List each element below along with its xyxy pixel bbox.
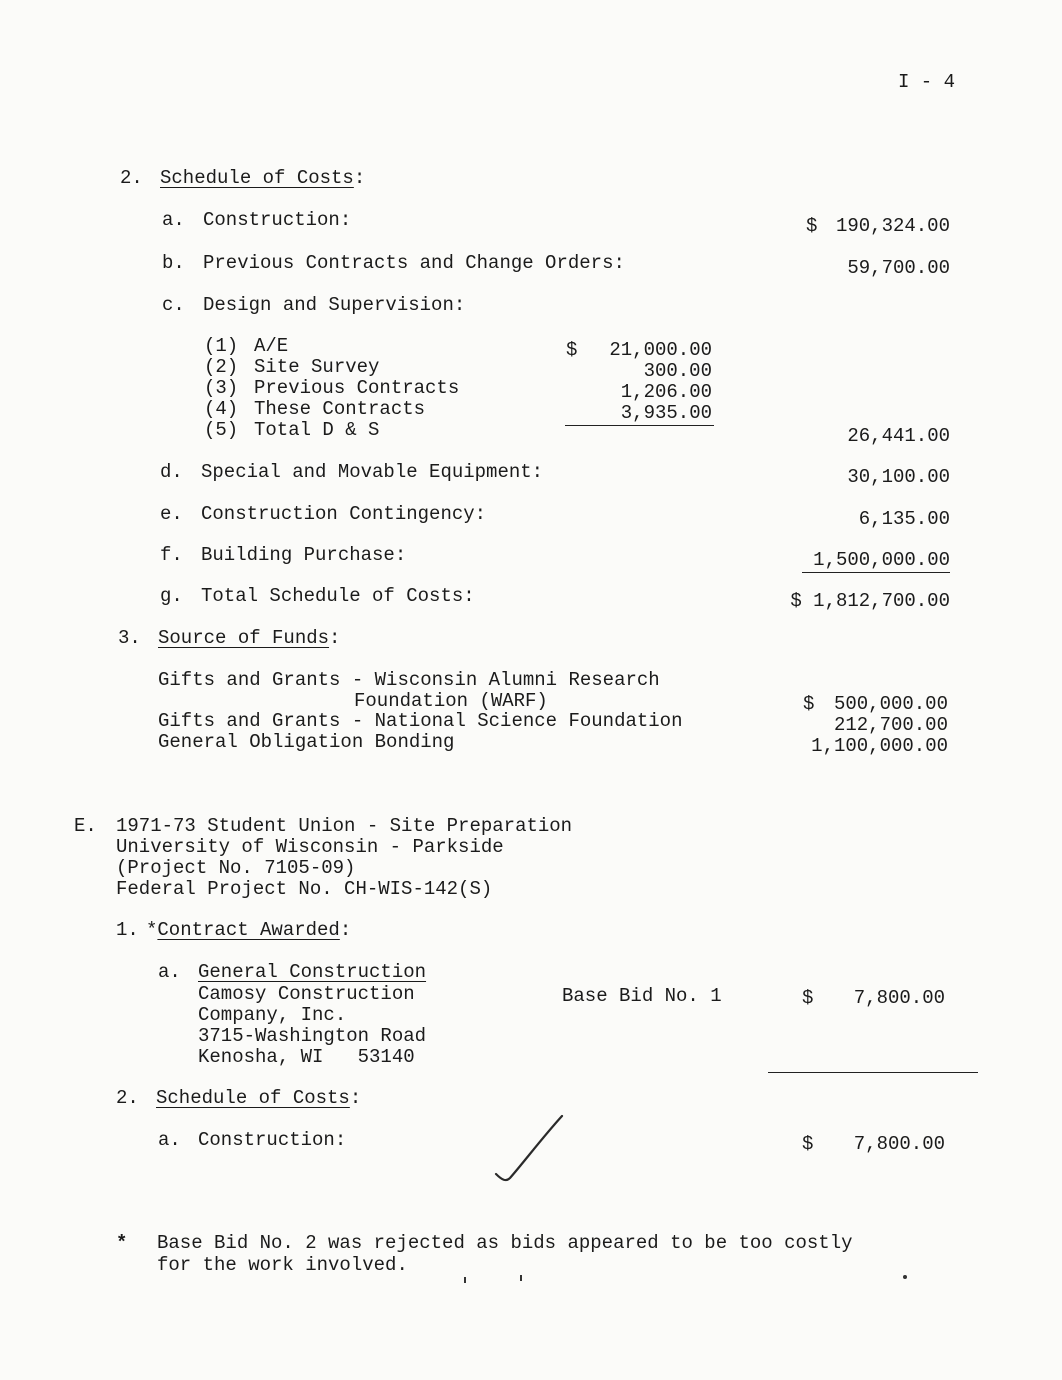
sectionE-title-3: (Project No. 7105-09) (116, 857, 356, 879)
schedule-item-letter: a. (158, 1129, 181, 1151)
item-a-amount: 190,324.00 (835, 215, 950, 237)
sub2-amount: 300.00 (643, 360, 712, 382)
contract-dollar: $ (802, 987, 814, 1009)
funds-amount-nsf: 212,700.00 (833, 714, 948, 736)
funds-line-1: Gifts and Grants - Wisconsin Alumni Research (158, 669, 660, 691)
item-g-amount: $ 1,812,700.00 (790, 590, 950, 612)
item-g-letter: g. (160, 585, 183, 607)
contract-item-letter: a. (158, 961, 181, 983)
item-d-amount: 30,100.00 (847, 466, 950, 488)
contract-heading: Contract Awarded (157, 919, 340, 941)
contract-heading-line (146, 920, 351, 941)
sectionE-title-4: Federal Project No. CH-WIS-142(S) (116, 878, 493, 900)
footnote-line-1: Base Bid No. 2 was rejected as bids appeared to be too costly (157, 1232, 853, 1254)
item-d-label: Special and Movable Equipment: (201, 461, 544, 483)
footnote-line-2: for the work involved. (157, 1254, 408, 1276)
item-c-label: Design and Supervision: (203, 294, 466, 316)
sub3-num: (3) (204, 377, 239, 399)
sub3-label: Previous Contracts (254, 377, 460, 399)
sub2-label: Site Survey (254, 356, 380, 378)
sectionE-title-1: 1971-73 Student Union - Site Preparation (116, 815, 573, 837)
section2-heading-colon: : (353, 167, 366, 189)
contract-amount: 7,800.00 (853, 987, 945, 1009)
contractor-line-2: Company, Inc. (198, 1004, 347, 1026)
item-c-amount: 26,441.00 (847, 425, 950, 447)
footnote-marker: * (116, 1232, 128, 1254)
sub4-label: These Contracts (254, 398, 426, 420)
contract-heading-colon: : (339, 919, 352, 941)
schedule-amount: 7,800.00 (853, 1133, 945, 1155)
item-f-amount: 1,500,000.00 (813, 549, 950, 571)
funds-line-2: Foundation (WARF) (354, 690, 548, 712)
section3-heading-line (158, 628, 340, 649)
handwritten-check-mark (488, 1110, 568, 1190)
item-a-label: Construction: (203, 209, 352, 231)
funds-line-3: Gifts and Grants - National Science Foundation (158, 710, 683, 732)
contractor-line-3: 3715-Washington Road (198, 1025, 427, 1047)
sectionE-title-2: University of Wisconsin - Parkside (116, 836, 504, 858)
section3-number: 3. (118, 627, 141, 649)
section2-number: 2. (120, 167, 143, 189)
sub4-num: (4) (204, 398, 239, 420)
contract-number: 1. (116, 919, 139, 941)
item-f-letter: f. (160, 544, 183, 566)
item-e-amount: 6,135.00 (858, 508, 950, 530)
sub1-amount: 21,000.00 (609, 339, 712, 361)
item-b-amount: 59,700.00 (847, 257, 950, 279)
scan-speck (464, 1277, 466, 1283)
sub5-num: (5) (204, 419, 239, 441)
section2-heading: Schedule of Costs (160, 167, 354, 189)
schedule-heading-colon: : (349, 1087, 362, 1109)
scan-speck (903, 1275, 907, 1279)
funds-dollar: $ (803, 693, 815, 715)
total-rule (802, 572, 950, 573)
schedule-number: 2. (116, 1087, 139, 1109)
section3-heading-colon: : (329, 627, 341, 649)
contract-item-heading: General Construction (198, 961, 427, 983)
item-g-label: Total Schedule of Costs: (201, 585, 475, 607)
funds-line-4: General Obligation Bonding (158, 731, 455, 753)
sub1-num: (1) (204, 335, 239, 357)
funds-amount-bonding: 1,100,000.00 (811, 735, 948, 757)
contract-bid: Base Bid No. 1 (562, 985, 722, 1007)
scan-speck (520, 1275, 522, 1281)
contractor-line-1: Camosy Construction (198, 983, 415, 1005)
contract-asterisk: * (146, 919, 158, 941)
item-a-dollar: $ (806, 215, 818, 237)
contractor-line-4: Kenosha, WI 53140 (198, 1046, 415, 1068)
subtotal-rule (565, 425, 714, 426)
item-a-letter: a. (162, 209, 185, 231)
section3-heading: Source of Funds (158, 627, 330, 649)
item-f-label: Building Purchase: (201, 544, 407, 566)
item-b-letter: b. (162, 252, 185, 274)
sub1-dollar: $ (566, 339, 578, 361)
item-b-label: Previous Contracts and Change Orders: (203, 252, 625, 274)
sub1-label: A/E (254, 335, 289, 357)
item-d-letter: d. (160, 461, 183, 483)
sub3-amount: 1,206.00 (620, 381, 712, 403)
sub4-amount: 3,935.00 (620, 402, 712, 424)
funds-amount-warf: 500,000.00 (833, 693, 948, 715)
sub5-label: Total D & S (254, 419, 380, 441)
section2-heading-line (160, 168, 365, 189)
item-e-label: Construction Contingency: (201, 503, 487, 525)
item-e-letter: e. (160, 503, 183, 525)
item-c-letter: c. (162, 294, 185, 316)
page-number: I - 4 (898, 71, 956, 93)
schedule-item-label: Construction: (198, 1129, 347, 1151)
sectionE-letter: E. (74, 815, 97, 837)
contract-rule (768, 1072, 978, 1073)
schedule-heading: Schedule of Costs (156, 1087, 350, 1109)
schedule-dollar: $ (802, 1133, 814, 1155)
sub2-num: (2) (204, 356, 239, 378)
schedule-heading-line (156, 1088, 361, 1109)
